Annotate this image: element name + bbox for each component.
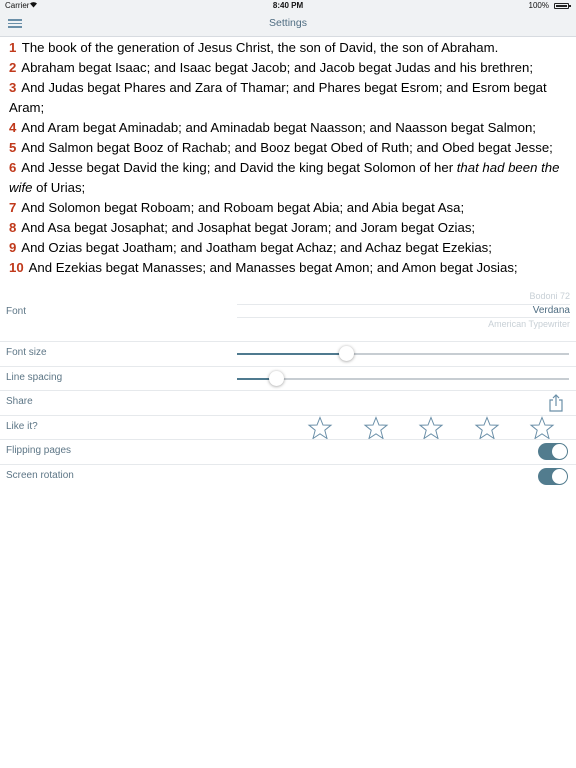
line-spacing-label: Line spacing	[6, 371, 63, 383]
star-icon[interactable]	[473, 416, 501, 440]
toggle-knob	[552, 444, 567, 459]
line-spacing-slider[interactable]	[237, 378, 569, 380]
verse	[9, 238, 567, 258]
verse-text-after: of Urias;	[32, 180, 86, 195]
verse-text: And Salmon begat Booz of Rachab; and Booz begat Obed of Ruth; and Obed begat Jesse;	[21, 140, 553, 155]
screen-rotation-row	[0, 464, 576, 489]
verse	[9, 158, 567, 198]
verse-number: 6	[9, 160, 17, 175]
battery-icon	[554, 3, 569, 9]
verse-text: And Aram begat Aminadab; and Aminadab begat Naasson; and Naasson begat Salmon;	[21, 120, 536, 135]
picker-divider	[237, 317, 570, 318]
verse	[9, 198, 567, 218]
verse-number: 4	[9, 120, 17, 135]
verse-number: 9	[9, 240, 17, 255]
navigation-bar	[0, 12, 576, 37]
verse-number: 10	[9, 260, 24, 275]
rating-row	[0, 415, 576, 440]
font-option-prev[interactable]: Bodoni 72	[529, 292, 570, 301]
verse-number: 3	[9, 80, 17, 95]
status-bar	[0, 0, 576, 12]
screen-rotation-toggle[interactable]	[538, 468, 568, 485]
font-row	[0, 292, 576, 341]
flipping-pages-row	[0, 439, 576, 464]
verse-number: 7	[9, 200, 17, 215]
line-spacing-row	[0, 366, 576, 391]
verse-text: And Ezekias begat Manasses; and Manasses begat Amon; and Amon begat Josias;	[28, 260, 518, 275]
slider-thumb[interactable]	[269, 371, 284, 386]
flipping-pages-toggle[interactable]	[538, 443, 568, 460]
share-label: Share	[6, 396, 33, 407]
picker-divider	[237, 304, 570, 305]
battery-percent: 100%	[528, 1, 549, 10]
flipping-pages-label: Flipping pages	[6, 445, 72, 456]
verse-text: And Asa begat Josaphat; and Josaphat begat Joram; and Joram begat Ozias;	[21, 220, 476, 235]
share-icon[interactable]	[548, 394, 564, 412]
star-icon[interactable]	[417, 416, 445, 440]
verse-text: And Ozias begat Joatham; and Joatham begat Achaz; and Achaz begat Ezekias;	[21, 240, 492, 255]
star-icon[interactable]	[362, 416, 390, 440]
verse-text: The book of the generation of Jesus Christ, the son of David, the son of Abraham.	[21, 40, 499, 55]
slider-thumb[interactable]	[339, 346, 354, 361]
verse-text: And Judas begat Phares and Zara of Thamar; and Phares begat Esrom; and Esrom begat Aram;	[9, 80, 547, 115]
verse	[9, 38, 567, 58]
font-option-next[interactable]: American Typewriter	[488, 319, 570, 329]
star-icon[interactable]	[306, 416, 334, 440]
verse-number: 5	[9, 140, 17, 155]
rating-label: Like it?	[6, 420, 38, 432]
share-row[interactable]	[0, 390, 576, 415]
verse-number: 1	[9, 40, 17, 55]
star-icon[interactable]	[528, 416, 556, 440]
verse-text: And Solomon begat Roboam; and Roboam begat Abia; and Abia begat Asa;	[21, 200, 465, 215]
carrier-label: Carrier	[5, 1, 30, 10]
verse	[9, 218, 567, 238]
font-size-slider[interactable]	[237, 353, 569, 355]
screen-rotation-label: Screen rotation	[6, 469, 74, 481]
scripture-text	[9, 38, 567, 278]
toggle-knob	[552, 469, 567, 484]
verse	[9, 118, 567, 138]
status-time: 8:40 PM	[272, 1, 304, 10]
verse	[9, 258, 567, 278]
verse-number: 2	[9, 60, 17, 75]
font-label: Font	[6, 306, 27, 317]
font-picker[interactable]	[237, 292, 570, 341]
slider-fill	[237, 353, 347, 355]
verse	[9, 58, 567, 78]
verse	[9, 78, 567, 118]
font-size-row	[0, 341, 576, 366]
rating-stars	[306, 416, 572, 440]
verse-number: 8	[9, 220, 17, 235]
font-size-label: Font size	[6, 347, 47, 358]
verse	[9, 138, 567, 158]
page-title: Settings	[269, 17, 307, 29]
settings-panel	[0, 292, 576, 488]
verse-text: Abraham begat Isaac; and Isaac begat Jacob; and Jacob begat Judas and his brethren;	[21, 60, 534, 75]
verse-text: And Jesse begat David the king; and David the king begat Solomon of her	[21, 160, 457, 175]
font-option-selected[interactable]: Verdana	[532, 305, 570, 316]
verse-italic-text: that had been the wife	[9, 160, 560, 195]
